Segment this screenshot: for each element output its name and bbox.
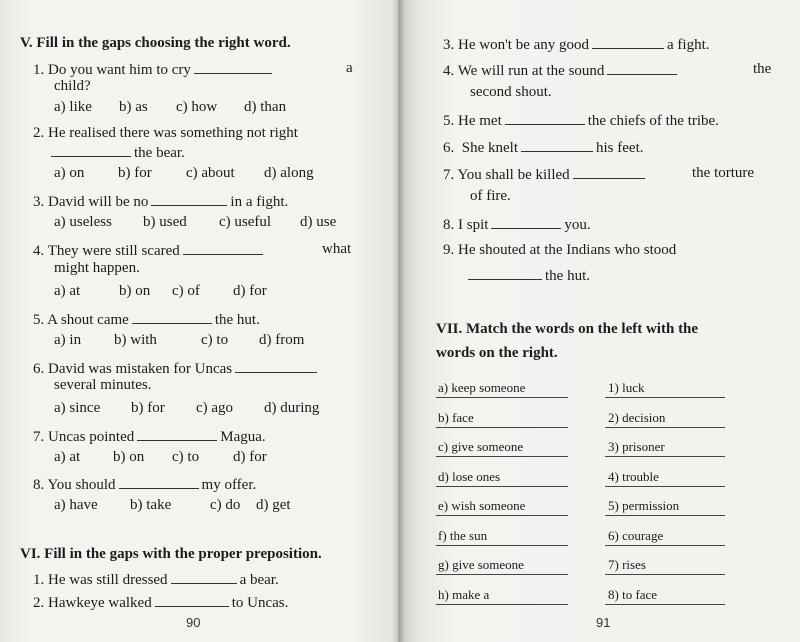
answer-gap[interactable] [194,59,272,74]
answer-gap[interactable] [592,34,664,49]
question-6: 6. She knelt his feet. [443,137,643,157]
match-right-item[interactable]: 7) rises [608,557,646,572]
question-2-line2: the bear. [51,142,185,162]
question-4-tail: the [753,61,772,77]
question-2: 2. Hawkeye walked to Uncas. [33,592,288,612]
option[interactable]: c) ago [196,400,234,416]
section-7-heading-line2: words on the right. [436,345,558,361]
question-9: 9. He shouted at the Indians who stood [443,242,677,258]
option[interactable]: b) for [118,165,152,181]
match-left-item[interactable]: g) give someone [438,557,524,572]
option[interactable]: c) useful [219,214,272,230]
question-1-line2: child? [54,78,91,94]
option[interactable]: a) since [54,400,101,416]
question-8: 8. You should my offer. [33,474,256,494]
option[interactable]: d) get [256,497,291,513]
match-underline [436,515,568,516]
option[interactable]: b) on [113,449,145,465]
question-7: 7. Uncas pointed Magua. [33,426,266,446]
match-underline [605,515,725,516]
option[interactable]: b) with [114,332,157,348]
answer-gap[interactable] [171,569,237,584]
question-2: 2. He realised there was something not right [33,125,298,141]
match-right-item[interactable]: 5) permission [608,498,680,513]
option[interactable]: c) to [201,332,229,348]
question-4-line2: might happen. [54,260,140,276]
option[interactable]: b) take [130,497,172,513]
question-4: 4. They were still scared [33,240,266,260]
option[interactable]: b) on [119,283,151,299]
right-page [398,0,800,642]
question-4: 4. We will run at the sound [443,60,680,80]
section-7-heading: VII. Match the words on the left with the [436,321,699,337]
question-5: 5. He met the chiefs of the tribe. [443,110,719,130]
option[interactable]: d) during [264,400,320,416]
match-left-item[interactable]: d) lose ones [438,469,501,484]
question-3: 3. David will be no in a fight. [33,191,288,211]
answer-gap[interactable] [119,474,199,489]
option[interactable]: c) about [186,165,235,181]
answer-gap[interactable] [573,164,645,179]
match-underline [605,397,725,398]
option[interactable]: d) than [244,99,287,115]
answer-gap[interactable] [607,60,677,75]
match-underline [605,486,725,487]
book-gutter [391,0,405,642]
section-6-heading: VI. Fill in the gaps with the proper preposition. [20,546,322,562]
option[interactable]: d) along [264,165,314,181]
match-underline [605,604,725,605]
page-number: 91 [596,615,611,630]
question-6: 6. David was mistaken for Uncas [33,358,320,378]
match-underline [436,545,568,546]
match-right-item[interactable]: 8) to face [608,587,658,602]
option[interactable]: c) of [172,283,200,299]
answer-gap[interactable] [151,191,227,206]
option[interactable]: a) like [54,99,92,115]
option[interactable]: c) how [176,99,218,115]
answer-gap[interactable] [505,110,585,125]
match-right-item[interactable]: 2) decision [608,410,666,425]
match-underline [436,427,568,428]
option[interactable]: a) useless [54,214,112,230]
option[interactable]: b) used [143,214,187,230]
answer-gap[interactable] [235,358,317,373]
answer-gap[interactable] [132,309,212,324]
match-underline [436,397,568,398]
question-6-line2: several minutes. [54,377,152,393]
match-left-item[interactable]: b) face [438,410,474,425]
question-7-line2: of fire. [470,188,511,204]
match-underline [436,456,568,457]
option[interactable]: d) use [300,214,337,230]
question-1: 1. Do you want him to cry [33,59,275,79]
answer-gap[interactable] [468,265,542,280]
option[interactable]: c) do [210,497,241,513]
match-left-item[interactable]: a) keep someone [438,380,526,395]
match-right-item[interactable]: 3) prisoner [608,439,665,454]
question-7-tail: the torture [692,165,755,181]
option[interactable]: a) at [54,449,81,465]
question-9-line2: the hut. [468,265,590,285]
answer-gap[interactable] [137,426,217,441]
answer-gap[interactable] [51,142,131,157]
question-4-tail: what [322,241,352,257]
question-3: 3. He won't be any good a fight. [443,34,710,54]
match-right-item[interactable]: 6) courage [608,528,664,543]
option[interactable]: a) in [54,332,82,348]
option[interactable]: b) as [119,99,148,115]
match-left-item[interactable]: h) make a [438,587,490,602]
option[interactable]: a) at [54,283,81,299]
option[interactable]: a) have [54,497,98,513]
question-1-tail: a [346,60,353,76]
left-page [0,0,398,642]
answer-gap[interactable] [183,240,263,255]
option[interactable]: c) to [172,449,200,465]
match-left-item[interactable]: f) the sun [438,528,488,543]
question-7: 7. You shall be killed [443,164,648,184]
option[interactable]: d) for [233,283,267,299]
match-underline [605,427,725,428]
page-number: 90 [186,615,201,630]
match-underline [436,604,568,605]
option[interactable]: a) on [54,165,85,181]
match-right-item[interactable]: 1) luck [608,380,645,395]
option[interactable]: d) for [233,449,267,465]
match-left-item[interactable]: e) wish someone [438,498,526,513]
answer-gap[interactable] [521,137,593,152]
match-underline [436,486,568,487]
match-right-item[interactable]: 4) trouble [608,469,659,484]
answer-gap[interactable] [155,592,229,607]
question-8: 8. I spit you. [443,214,591,234]
section-5-heading: V. Fill in the gaps choosing the right word. [20,35,291,51]
option[interactable]: d) from [259,332,305,348]
option[interactable]: b) for [131,400,165,416]
answer-gap[interactable] [491,214,561,229]
match-underline [605,456,725,457]
question-4-line2: second shout. [470,84,552,100]
match-underline [436,574,568,575]
match-left-item[interactable]: c) give someone [438,439,524,454]
match-underline [605,545,725,546]
question-5: 5. A shout came the hut. [33,309,260,329]
match-underline [605,574,725,575]
question-1: 1. He was still dressed a bear. [33,569,279,589]
